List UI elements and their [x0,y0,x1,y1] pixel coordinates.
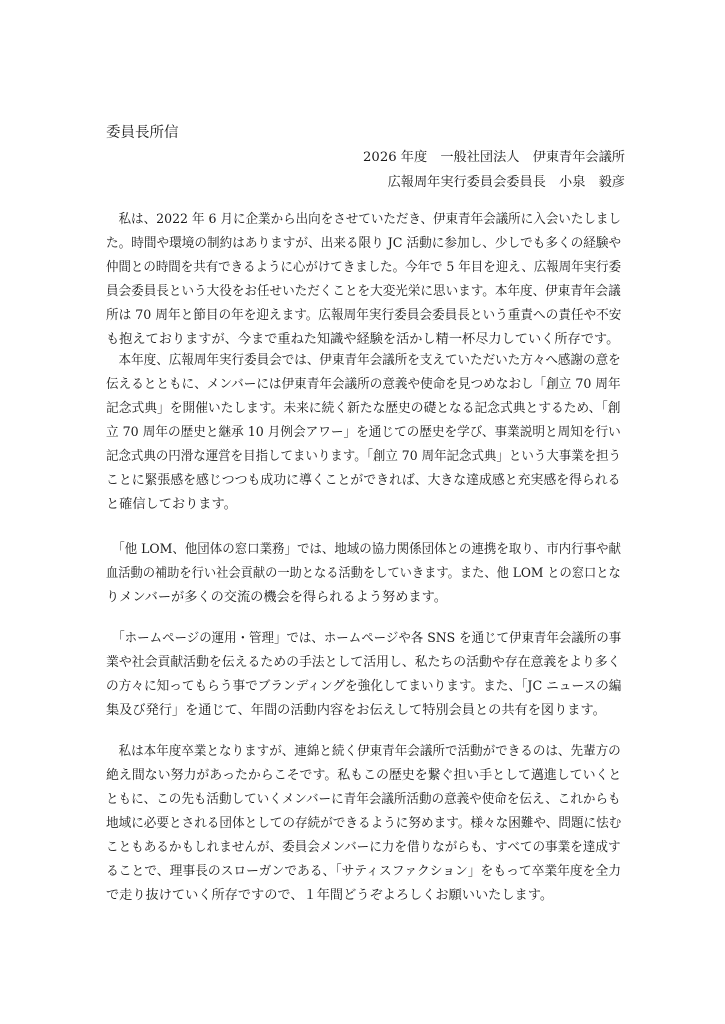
paragraph-line: ることで、理事長のスローガンである、「サティスファクション」をもって卒業年度を全力 [106,864,621,879]
paragraph-line: 絶え間ない努力があったからこそです。私もこの歴史を繋ぐ担い手として邁進していくと [106,768,622,783]
paragraph-line: こともあるかもしれませんが、委員会メンバーに力を借りながらも、すべての事業を達成す [106,840,621,855]
paragraph-line: 本年度、広報周年実行委員会では、伊東青年会議所を支えていただいた方々へ感謝の意を [106,353,621,368]
paragraph-line: 仲間との時間を共有できるように心がけてきました。今年で 5 年目を迎え、広報周年実行委 [106,260,622,275]
paragraph-line: 「ホームページの運用・管理」では、ホームページや各 SNS を通じて伊東青年会議所の事 [106,631,622,646]
paragraph-liaison [106,538,621,610]
paragraph-committee-goals [106,349,621,517]
paragraph-line: 血活動の補助を行い社会貢献の一助となる活動をしていきます。また、他 LOM との窓口とな [106,566,621,581]
paragraph-line: 員会委員長という大役をお任せいただくことを大変光栄に思います。本年度、伊東青年会議 [106,284,621,299]
paragraph-line: 業や社会貢献活動を伝えるための手法として活用し、私たちの活動や存在意義をより多く [106,655,621,670]
paragraph-line: りメンバーが多くの交流の機会を得られるよう努めます。 [106,590,447,605]
paragraph-line: た。時間や環境の制約はありますが、出来る限り JC 活動に参加し、少しでも多くの経験や [106,236,622,251]
paragraph-line: と確信しております。 [106,497,237,512]
paragraph-line: 地域に必要とされる団体としての存続ができるように努めます。様々な困難や、問題に怯む [106,816,622,831]
paragraph-line: 集及び発行」を通じて、年間の活動内容をお伝えして特別会員との共有を図ります。 [106,703,606,718]
paragraph-line: 記念式典」を開催いたします。未来に続く新たな歴史の礎となる記念式典とするため、「創 [106,401,621,416]
paragraph-line: 立 70 周年の歴史と継承 10 月例会アワー」を通じての歴史を学び、事業説明と周知を行い [106,425,621,440]
paragraph-line: も抱えておりますが、今まで重ねた知識や経験を活かし精一杯尽力していく所存です。 [106,332,620,347]
paragraph-line: 所は 70 周年と節目の年を迎えます。広報周年実行委員会委員長という重責への責任や不安 [106,308,622,323]
document-heading: 委員長所信 [106,125,179,141]
paragraph-line: 私は、2022 年 6 月に企業から出向をさせていただき、伊東青年会議所に入会いたしまし [106,212,621,227]
paragraph-line: の方々に知ってもらう事でブランディングを強化してまいります。また、「JC ニュースの編 [106,679,622,694]
signature-author: 広報周年実行委員会委員長 小泉 毅彦 [387,175,625,190]
paragraph-line: 私は本年度卒業となりますが、連綿と続く伊東青年会議所で活動ができるのは、先輩方の [106,744,621,759]
paragraph-line: 「他 LOM、他団体の窓口業務」では、地域の協力関係団体との連携を取り、市内行事や献 [106,542,621,557]
paragraph-line: で走り抜けていく所存ですので、１年間どうぞよろしくお願いいたします。 [106,888,554,903]
paragraph-line: 記念式典の円滑な運営を目指してまいります。「創立 70 周年記念式典」という大事業を担う [106,449,622,464]
paragraph-line: 伝えるとともに、メンバーには伊東青年会議所の意義や使命を見つめなおし「創立 70 周年 [106,377,621,392]
paragraph-line: ことに緊張感を感じつつも成功に導くことができれば、大きな達成感と充実感を得られる [106,473,621,488]
signature-organization: 2026 年度 一般社団法人 伊東青年会議所 [363,150,625,165]
paragraph-closing [106,740,621,908]
paragraph-website [106,627,621,723]
paragraph-line: ともに、この先も活動していくメンバーに青年会議所活動の意義や使命を伝え、これからも [106,792,621,807]
paragraph-intro [106,208,621,352]
